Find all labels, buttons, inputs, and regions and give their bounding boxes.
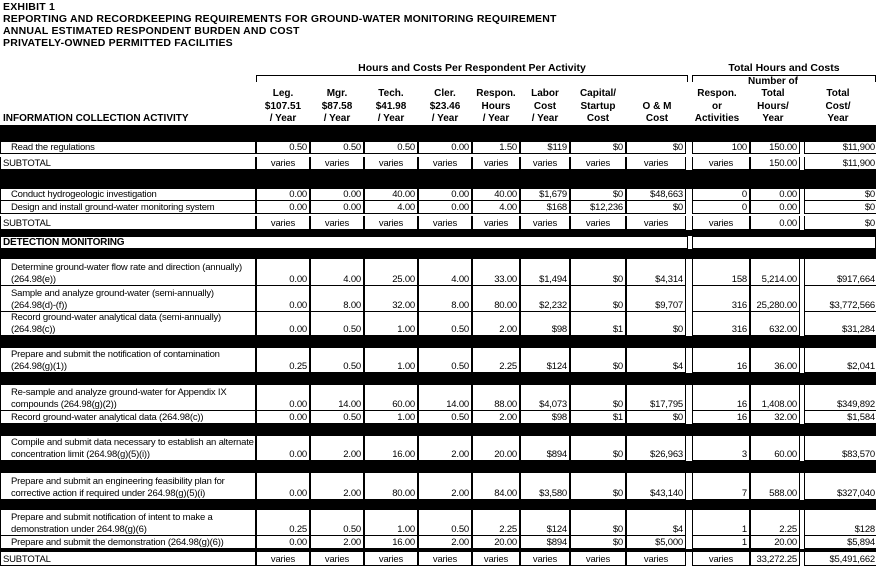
table-cell: $3,580 bbox=[520, 473, 570, 500]
table-cell: varies bbox=[520, 216, 570, 230]
table-cell: varies bbox=[364, 216, 418, 230]
table-cell: $26,963 bbox=[626, 436, 686, 461]
table-cell: 0.50 bbox=[418, 510, 472, 536]
table-cell: 14.00 bbox=[310, 385, 364, 411]
table-row bbox=[0, 259, 876, 286]
table-cell: 0.00 bbox=[256, 436, 310, 461]
table-cell: $98 bbox=[520, 312, 570, 336]
table-cell: $917,664 bbox=[804, 259, 876, 286]
table-cell: $349,892 bbox=[804, 385, 876, 411]
table-row bbox=[0, 236, 876, 249]
column-header-line: Year bbox=[762, 113, 784, 124]
table-cell: $894 bbox=[520, 436, 570, 461]
table-cell: 0.00 bbox=[750, 189, 800, 201]
table-cell: varies bbox=[472, 552, 520, 566]
table-cell: 0 bbox=[692, 189, 750, 201]
table-cell: 2.25 bbox=[472, 510, 520, 536]
table-cell: $128 bbox=[804, 510, 876, 536]
table-cell: $0 bbox=[570, 259, 626, 286]
activity-label: Sample and analyze ground-water (semi-annually) (264.98(d)-(f)) bbox=[0, 286, 256, 312]
table-cell: 0.25 bbox=[256, 348, 310, 373]
column-header-line: Cost/ bbox=[825, 100, 851, 112]
table-cell: $1,584 bbox=[804, 411, 876, 424]
table-row bbox=[0, 201, 876, 214]
table-cell: $4,314 bbox=[626, 259, 686, 286]
table-cell: 5,214.00 bbox=[750, 259, 800, 286]
column-header-line: / Year bbox=[269, 113, 297, 124]
table-cell: 0.00 bbox=[418, 142, 472, 154]
column-header-line: Respon. bbox=[697, 88, 737, 99]
table-cell: varies bbox=[418, 157, 472, 170]
activity-label: Conduct hydrogeologic investigation bbox=[0, 189, 256, 201]
table-cell: 20.00 bbox=[750, 536, 800, 549]
table-cell: 60.00 bbox=[364, 385, 418, 411]
table-cell: 84.00 bbox=[472, 473, 520, 500]
column-header-line: Capital/ bbox=[579, 88, 617, 99]
table-cell: $5,491,662 bbox=[804, 552, 876, 566]
table-cell: 158 bbox=[692, 259, 750, 286]
table-cell: 0.50 bbox=[418, 312, 472, 336]
column-header-line: / Year bbox=[482, 113, 510, 124]
table-row bbox=[0, 385, 876, 411]
table-cell: 32.00 bbox=[750, 411, 800, 424]
table-cell: 8.00 bbox=[418, 286, 472, 312]
table-cell: 40.00 bbox=[472, 189, 520, 201]
table-cell: 2.25 bbox=[750, 510, 800, 536]
activity-label: Compile and submit data necessary to establish an alternate concentration limit (264.98(g)(5)(i)) bbox=[0, 436, 256, 461]
table-cell: varies bbox=[692, 216, 750, 230]
table-cell: varies bbox=[256, 552, 310, 566]
table-cell: 0 bbox=[692, 201, 750, 214]
table-cell: 150.00 bbox=[750, 142, 800, 154]
table-cell: varies bbox=[310, 552, 364, 566]
activity-label: Read the regulations bbox=[0, 142, 256, 154]
table-cell: 1.00 bbox=[364, 510, 418, 536]
table-cell: $124 bbox=[520, 510, 570, 536]
table-row bbox=[0, 286, 876, 312]
row-separator-band bbox=[0, 461, 876, 473]
table-cell: 0.00 bbox=[256, 189, 310, 201]
table-row bbox=[0, 142, 876, 154]
subtotal-label: SUBTOTAL bbox=[0, 157, 256, 170]
table-cell: 0.00 bbox=[256, 201, 310, 214]
table-cell: 0.00 bbox=[256, 473, 310, 500]
table-cell: $0 bbox=[570, 142, 626, 154]
table-cell: varies bbox=[256, 216, 310, 230]
table-cell: 632.00 bbox=[750, 312, 800, 336]
table-cell: 14.00 bbox=[418, 385, 472, 411]
row-separator-band bbox=[0, 125, 876, 142]
table-cell: 0.00 bbox=[256, 259, 310, 286]
table-cell: 7 bbox=[692, 473, 750, 500]
table-cell: $17,795 bbox=[626, 385, 686, 411]
column-header-line: Hours bbox=[481, 100, 511, 112]
column-header-line: or bbox=[712, 100, 722, 112]
table-cell: 4.00 bbox=[364, 201, 418, 214]
table-cell: $0 bbox=[570, 348, 626, 373]
table-cell: 3 bbox=[692, 436, 750, 461]
column-header-line: Respon. bbox=[476, 88, 516, 99]
table-cell: 0.00 bbox=[256, 286, 310, 312]
table-cell: 0.00 bbox=[256, 411, 310, 424]
column-header-line: Cler. bbox=[434, 88, 456, 99]
table-cell: 16 bbox=[692, 385, 750, 411]
table-cell: $83,570 bbox=[804, 436, 876, 461]
table-cell: varies bbox=[570, 157, 626, 170]
table-cell: 16.00 bbox=[364, 536, 418, 549]
table-cell: $0 bbox=[570, 536, 626, 549]
table-cell: $11,900 bbox=[804, 142, 876, 154]
activity-label: Record ground-water analytical data (semi-annually) (264.98(c)) bbox=[0, 312, 256, 336]
table-cell: varies bbox=[626, 157, 686, 170]
table-cell: 1.00 bbox=[364, 411, 418, 424]
table-row bbox=[0, 436, 876, 461]
table-cell: $1 bbox=[570, 411, 626, 424]
activity-label: Prepare and submit the demonstration (264.98(g)(6)) bbox=[0, 536, 256, 549]
column-header-line: O & M bbox=[642, 100, 672, 112]
table-cell: 0.50 bbox=[364, 142, 418, 154]
table-cell: 40.00 bbox=[364, 189, 418, 201]
column-header-line: Year bbox=[827, 113, 849, 124]
table-cell: 2.00 bbox=[418, 536, 472, 549]
table-cell: 80.00 bbox=[364, 473, 418, 500]
table-cell: $0 bbox=[570, 385, 626, 411]
table-cell: 25.00 bbox=[364, 259, 418, 286]
table-cell: $43,140 bbox=[626, 473, 686, 500]
table-cell: 60.00 bbox=[750, 436, 800, 461]
table-cell: $0 bbox=[804, 201, 876, 214]
table-cell: $31,284 bbox=[804, 312, 876, 336]
row-separator-band bbox=[0, 249, 876, 259]
table-row bbox=[0, 510, 876, 536]
column-header-line: $107.51 bbox=[264, 100, 302, 112]
column-header-line: Labor bbox=[531, 88, 559, 99]
table-cell: $5,894 bbox=[804, 536, 876, 549]
table-cell: 20.00 bbox=[472, 536, 520, 549]
table-cell: 2.00 bbox=[472, 411, 520, 424]
column-header-line: Mgr. bbox=[326, 88, 348, 99]
table-cell: 588.00 bbox=[750, 473, 800, 500]
table-cell: $12,236 bbox=[570, 201, 626, 214]
title-line: PRIVATELY-OWNED PERMITTED FACILITIES bbox=[3, 37, 233, 49]
table-cell: 1,408.00 bbox=[750, 385, 800, 411]
column-header-line: Startup bbox=[580, 100, 616, 112]
column-header-line: Cost bbox=[533, 100, 557, 112]
table-cell: varies bbox=[692, 157, 750, 170]
table-cell: 0.50 bbox=[310, 411, 364, 424]
table-cell: $124 bbox=[520, 348, 570, 373]
column-header-line: Cost bbox=[645, 113, 669, 124]
table-cell: 316 bbox=[692, 312, 750, 336]
table-cell: $1 bbox=[570, 312, 626, 336]
table-cell: 1.00 bbox=[364, 312, 418, 336]
table-cell: 4.00 bbox=[310, 259, 364, 286]
table-cell: 0.00 bbox=[310, 189, 364, 201]
table-cell: $98 bbox=[520, 411, 570, 424]
table-row bbox=[0, 189, 876, 201]
table-cell: varies bbox=[692, 552, 750, 566]
table-cell: $0 bbox=[626, 411, 686, 424]
table-cell: varies bbox=[418, 216, 472, 230]
table-cell: $0 bbox=[626, 312, 686, 336]
column-header-line: $23.46 bbox=[429, 100, 461, 112]
table-cell: varies bbox=[364, 157, 418, 170]
table-row bbox=[0, 411, 876, 424]
table-cell: 0.50 bbox=[310, 312, 364, 336]
table-row bbox=[0, 473, 876, 500]
column-header-line: Total bbox=[761, 88, 785, 99]
table-cell: 2.25 bbox=[472, 348, 520, 373]
section-totals-cell bbox=[692, 236, 876, 249]
table-cell: varies bbox=[418, 552, 472, 566]
column-header-line: Hours/ bbox=[757, 100, 789, 112]
group-header-totals: Total Hours and Costs bbox=[728, 62, 840, 74]
table-cell: varies bbox=[310, 216, 364, 230]
table-cell: $1,494 bbox=[520, 259, 570, 286]
table-cell: $0 bbox=[570, 473, 626, 500]
column-header-line: / Year bbox=[377, 113, 405, 124]
table-cell: varies bbox=[472, 157, 520, 170]
table-cell: $0 bbox=[570, 510, 626, 536]
table-cell: $3,772,566 bbox=[804, 286, 876, 312]
table-row bbox=[0, 157, 876, 170]
row-separator-band bbox=[0, 170, 876, 189]
row-separator-band bbox=[0, 424, 876, 436]
column-header-line: Number of bbox=[748, 75, 798, 87]
table-cell: $119 bbox=[520, 142, 570, 154]
table-cell: varies bbox=[364, 552, 418, 566]
table-cell: $2,232 bbox=[520, 286, 570, 312]
table-row bbox=[0, 552, 876, 566]
table-cell: 20.00 bbox=[472, 436, 520, 461]
table-cell: 0.00 bbox=[750, 216, 800, 230]
table-row bbox=[0, 348, 876, 373]
table-row bbox=[0, 216, 876, 230]
row-separator-band bbox=[0, 336, 876, 348]
table-cell: 1 bbox=[692, 510, 750, 536]
table-cell: varies bbox=[472, 216, 520, 230]
table-cell: $4,073 bbox=[520, 385, 570, 411]
table-cell: 0.00 bbox=[750, 201, 800, 214]
table-cell: 0.00 bbox=[256, 536, 310, 549]
table-cell: 16.00 bbox=[364, 436, 418, 461]
table-cell: varies bbox=[520, 157, 570, 170]
table-cell: 0.00 bbox=[310, 201, 364, 214]
table-cell: $2,041 bbox=[804, 348, 876, 373]
activity-label: Prepare and submit notification of intent to make a demonstration under 264.98(g)(6) bbox=[0, 510, 256, 536]
table-cell: 32.00 bbox=[364, 286, 418, 312]
table-cell: 0.50 bbox=[310, 348, 364, 373]
table-cell: 0.50 bbox=[310, 510, 364, 536]
table-cell: 88.00 bbox=[472, 385, 520, 411]
table-cell: 36.00 bbox=[750, 348, 800, 373]
table-cell: varies bbox=[520, 552, 570, 566]
table-cell: $327,040 bbox=[804, 473, 876, 500]
table-cell: 80.00 bbox=[472, 286, 520, 312]
table-cell: $0 bbox=[804, 189, 876, 201]
row-separator-band bbox=[0, 373, 876, 385]
group-bracket bbox=[256, 75, 688, 82]
table-cell: $48,663 bbox=[626, 189, 686, 201]
table-cell: 0.00 bbox=[256, 385, 310, 411]
table-cell: 2.00 bbox=[418, 436, 472, 461]
column-header-line: / Year bbox=[531, 113, 559, 124]
table-cell: 2.00 bbox=[472, 312, 520, 336]
column-header-line: $87.58 bbox=[321, 100, 353, 112]
activity-column-header: INFORMATION COLLECTION ACTIVITY bbox=[3, 113, 189, 124]
table-cell: 25,280.00 bbox=[750, 286, 800, 312]
table-cell: 0.00 bbox=[418, 201, 472, 214]
activity-label: Prepare and submit the notification of contamination (264.98(g)(1)) bbox=[0, 348, 256, 373]
title-line: REPORTING AND RECORDKEEPING REQUIREMENTS FOR GROUND-WATER MONITORING REQUIREMENT bbox=[3, 13, 557, 25]
table-cell: 0.00 bbox=[418, 189, 472, 201]
column-header-line: Tech. bbox=[378, 88, 404, 99]
table-cell: $0 bbox=[570, 189, 626, 201]
subtotal-label: SUBTOTAL bbox=[0, 552, 256, 566]
activity-label: Determine ground-water flow rate and direction (annually)(264.98(e)) bbox=[0, 259, 256, 286]
table-cell: 2.00 bbox=[310, 536, 364, 549]
table-cell: 33.00 bbox=[472, 259, 520, 286]
column-header-line: Leg. bbox=[272, 88, 294, 99]
table-cell: $4 bbox=[626, 348, 686, 373]
table-cell: 1.50 bbox=[472, 142, 520, 154]
column-header-line: Cost bbox=[586, 113, 610, 124]
table-cell: 16 bbox=[692, 411, 750, 424]
group-header-per-activity: Hours and Costs Per Respondent Per Activity bbox=[358, 62, 586, 74]
table-cell: $5,000 bbox=[626, 536, 686, 549]
table-cell: varies bbox=[626, 552, 686, 566]
table-cell: $1,679 bbox=[520, 189, 570, 201]
table-cell: 16 bbox=[692, 348, 750, 373]
table-cell: $894 bbox=[520, 536, 570, 549]
table-cell: $0 bbox=[626, 201, 686, 214]
table-cell: varies bbox=[570, 552, 626, 566]
table-cell: 8.00 bbox=[310, 286, 364, 312]
table-cell: varies bbox=[310, 157, 364, 170]
table-cell: 1 bbox=[692, 536, 750, 549]
subtotal-label: SUBTOTAL bbox=[0, 216, 256, 230]
table-row bbox=[0, 312, 876, 336]
table-cell: 0.25 bbox=[256, 510, 310, 536]
table-cell: varies bbox=[626, 216, 686, 230]
title-line: EXHIBIT 1 bbox=[3, 1, 55, 13]
table-cell: 33,272.25 bbox=[750, 552, 800, 566]
table-cell: $0 bbox=[626, 142, 686, 154]
table-cell: 0.00 bbox=[256, 312, 310, 336]
table-cell: 0.50 bbox=[418, 411, 472, 424]
table-cell: $11,900 bbox=[804, 157, 876, 170]
table-cell: $0 bbox=[570, 286, 626, 312]
table-cell: $0 bbox=[804, 216, 876, 230]
table-cell: $168 bbox=[520, 201, 570, 214]
activity-label: Prepare and submit an engineering feasibility plan for corrective action if required under 264.98(g)(5)(i) bbox=[0, 473, 256, 500]
table-cell: $4 bbox=[626, 510, 686, 536]
table-cell: 0.50 bbox=[256, 142, 310, 154]
column-header-line: Total bbox=[826, 88, 850, 99]
section-heading: DETECTION MONITORING bbox=[0, 236, 688, 249]
table-cell: 316 bbox=[692, 286, 750, 312]
table-cell: 1.00 bbox=[364, 348, 418, 373]
activity-label: Design and install ground-water monitoring system bbox=[0, 201, 256, 214]
table-cell: 2.00 bbox=[418, 473, 472, 500]
table-cell: 100 bbox=[692, 142, 750, 154]
column-header-line: / Year bbox=[323, 113, 351, 124]
table-row bbox=[0, 536, 876, 549]
table-cell: varies bbox=[570, 216, 626, 230]
table-cell: 4.00 bbox=[418, 259, 472, 286]
table-cell: 4.00 bbox=[472, 201, 520, 214]
column-header-line: Activities bbox=[694, 113, 740, 124]
table-cell: 150.00 bbox=[750, 157, 800, 170]
table-cell: $9,707 bbox=[626, 286, 686, 312]
activity-label: Record ground-water analytical data (264.98(c)) bbox=[0, 411, 256, 424]
table-cell: 0.50 bbox=[310, 142, 364, 154]
table-cell: 2.00 bbox=[310, 473, 364, 500]
column-header-line: $41.98 bbox=[375, 100, 407, 112]
column-header-line: / Year bbox=[431, 113, 459, 124]
row-separator-band bbox=[0, 500, 876, 510]
table-cell: 0.50 bbox=[418, 348, 472, 373]
table-cell: 2.00 bbox=[310, 436, 364, 461]
title-line: ANNUAL ESTIMATED RESPONDENT BURDEN AND COST bbox=[3, 25, 300, 37]
table-cell: varies bbox=[256, 157, 310, 170]
activity-label: Re-sample and analyze ground-water for Appendix IX compounds (264.98(g)(2)) bbox=[0, 385, 256, 411]
table-cell: $0 bbox=[570, 436, 626, 461]
